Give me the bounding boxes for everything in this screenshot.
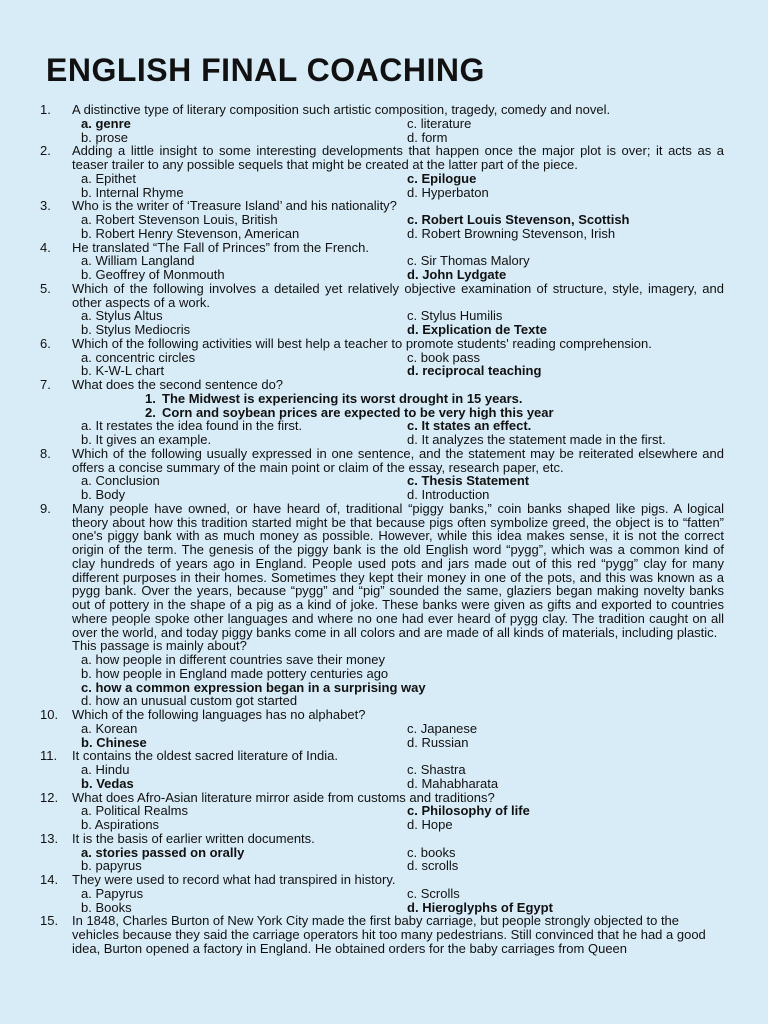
choice-text: book pass	[420, 349, 481, 365]
answer-choice	[407, 722, 477, 736]
choice-text: Books	[95, 899, 132, 915]
choice-letter: c.	[407, 762, 418, 777]
question-text: Which of the following usually expressed in one sentence, and the statement may be reiterated elsewhere and offers a concise summary of the main point or claim of the essay, research paper, etc.	[72, 445, 724, 475]
answer-choice	[81, 309, 163, 323]
choice-letter: c.	[407, 349, 418, 365]
choice-row	[0, 667, 768, 681]
question-number: 5.	[40, 280, 51, 296]
question-number: 1.	[40, 102, 51, 117]
question-number: 2.	[40, 143, 51, 159]
answer-choice	[81, 172, 136, 186]
answer-choice	[407, 846, 455, 860]
answer-choice	[81, 846, 244, 860]
choice-row	[0, 351, 768, 365]
answer-choice	[81, 901, 132, 915]
choice-text: stories passed on orally	[95, 844, 245, 860]
choice-letter: a.	[81, 349, 92, 365]
answer-choice	[407, 227, 615, 241]
choice-text: K-W-L chart	[95, 363, 165, 379]
question-item	[0, 447, 768, 475]
choice-text: Scrolls	[420, 885, 460, 901]
choice-text: books	[420, 844, 456, 860]
answer-choice	[407, 323, 547, 337]
question-text: Which of the following activities will best help a teacher to promote students' reading comprehension.	[72, 335, 652, 351]
choice-text: Robert Louis Stevenson, Scottish	[421, 212, 630, 227]
choice-letter: b.	[81, 432, 92, 447]
question-number: 7.	[40, 377, 51, 392]
choice-text: It gives an example.	[95, 432, 212, 447]
choice-letter: a.	[81, 170, 92, 186]
choice-letter: d.	[407, 487, 418, 502]
choice-row	[0, 777, 768, 791]
choice-text: Internal Rhyme	[95, 184, 184, 200]
choice-letter: b.	[81, 858, 92, 874]
question-text: Who is the writer of ‘Treasure Island’ and his nationality?	[72, 198, 397, 214]
choice-letter: a.	[81, 652, 92, 667]
answer-choice	[407, 488, 489, 502]
page-title: ENGLISH FINAL COACHING	[46, 52, 485, 88]
choice-text: It analyzes the statement made in the first.	[421, 432, 666, 447]
answer-choice	[81, 227, 299, 241]
choice-letter: a.	[81, 844, 92, 860]
question-item	[0, 502, 768, 653]
choice-text: prose	[95, 129, 128, 145]
choice-letter: b.	[81, 267, 92, 282]
choice-row	[0, 846, 768, 860]
answer-choice	[81, 887, 143, 901]
choice-letter: d.	[407, 184, 418, 200]
choice-letter: b.	[81, 225, 92, 241]
choice-text: how an unusual custom got started	[95, 693, 298, 709]
answer-choice	[81, 213, 278, 227]
answer-choice	[81, 323, 190, 337]
choice-row	[0, 254, 768, 268]
choice-text: Geoffrey of Monmouth	[95, 267, 225, 282]
answer-choice	[407, 364, 541, 378]
choice-text: It restates the idea found in the first.	[95, 418, 303, 434]
question-list	[0, 103, 768, 956]
answer-choice	[81, 186, 184, 200]
question-item	[0, 378, 768, 419]
choice-row	[0, 887, 768, 901]
question-item	[0, 708, 768, 722]
choice-row	[0, 736, 768, 750]
choice-row	[0, 859, 768, 873]
choice-letter: c.	[407, 844, 418, 860]
question-item	[0, 791, 768, 805]
choice-text: Thesis Statement	[421, 473, 530, 489]
question-item	[0, 914, 768, 955]
choice-letter: d.	[407, 129, 418, 145]
answer-choice	[81, 474, 160, 488]
answer-choice	[407, 433, 666, 447]
choice-text: papyrus	[95, 858, 142, 874]
answer-choice	[407, 859, 458, 873]
choice-letter: d.	[407, 817, 418, 832]
choice-text: form	[421, 129, 448, 145]
question-item	[0, 241, 768, 255]
question-text: Many people have owned, or have heard of, traditional “piggy banks,” coin banks shaped like pigs. A logical theory about how this tradition started might be that because pigs often symbolize greed, the object is to “fatten” one's piggy bank with as much money as possible. However, while this idea makes sense, it is not the correct origin of the term. The genesis of the piggy bank is the old English word “pygg”, which was a common kind of clay hundreds of years ago in England. People used pots and jars made out of this red “pygg” clay for many different purposes in their homes. Sometimes they kept their money in one of the pots, and this was known as a pygg bank. Over the years, because “pygg” and “pig” sounded the same, glaziers began making novelty banks out of pottery in the shape of a pig as a kind of joke. These banks were given as gifts and exported to countries where people spoke other languages and where no one had ever heard of pygg clay. The tradition caught on all over the world, and today piggy banks come in all colors and are made of all kinds of materials, including plastic.	[72, 500, 724, 640]
question-item	[0, 103, 768, 117]
choice-letter: a.	[81, 885, 92, 901]
example-sentence-number: 2.	[145, 404, 156, 420]
choice-text: Hieroglyphs of Egypt	[422, 899, 553, 915]
choice-letter: d.	[407, 775, 418, 791]
question-text: He translated “The Fall of Princes” from the French.	[72, 239, 369, 255]
choice-row	[0, 433, 768, 447]
choice-row	[0, 653, 768, 667]
example-sentence-text: The Midwest is experiencing its worst drought in 15 years.	[162, 390, 523, 406]
example-sentence	[72, 406, 724, 420]
question-text: Which of the following languages has no alphabet?	[72, 707, 366, 722]
choice-text: Stylus Mediocris	[95, 322, 191, 337]
choice-row	[0, 323, 768, 337]
choice-letter: d.	[81, 693, 92, 709]
choice-letter: c.	[407, 885, 418, 901]
answer-choice	[407, 818, 453, 832]
choice-letter: c.	[407, 212, 418, 227]
choice-text: Korean	[95, 720, 138, 736]
choice-text: reciprocal teaching	[422, 363, 542, 379]
choice-text: Explication de Texte	[422, 322, 547, 337]
choice-text: scrolls	[421, 858, 459, 874]
choice-letter: b.	[81, 129, 92, 145]
choice-row	[0, 172, 768, 186]
question-text: It contains the oldest sacred literature of India.	[72, 748, 338, 764]
choice-row	[0, 309, 768, 323]
choice-letter: c.	[407, 803, 418, 819]
choice-letter: a.	[81, 115, 92, 131]
question-number: 9.	[40, 500, 51, 516]
choice-letter: d.	[407, 432, 418, 447]
choice-letter: d.	[407, 858, 418, 874]
answer-choice	[81, 736, 147, 750]
answer-choice	[81, 419, 302, 433]
choice-letter: c.	[407, 473, 418, 489]
question-number: 8.	[40, 445, 51, 461]
choice-row	[0, 474, 768, 488]
choice-letter: a.	[81, 418, 92, 434]
choice-text: John Lydgate	[422, 267, 507, 282]
choice-letter: a.	[81, 308, 92, 324]
choice-text: how people in England made pottery centuries ago	[95, 665, 389, 681]
choice-row	[0, 131, 768, 145]
answer-choice	[81, 859, 142, 873]
choice-letter: b.	[81, 817, 92, 832]
choice-text: Japanese	[420, 720, 478, 736]
choice-text: Hindu	[95, 762, 130, 777]
answer-choice	[407, 474, 529, 488]
choice-row	[0, 488, 768, 502]
answer-choice	[81, 763, 129, 777]
choice-letter: c.	[407, 170, 418, 186]
answer-choice	[407, 186, 489, 200]
question-text: Which of the following involves a detailed yet relatively objective examination of structure, style, imagery, and other aspects of a work.	[72, 280, 724, 310]
choice-letter: c.	[407, 253, 418, 269]
answer-choice	[407, 763, 466, 777]
choice-row	[0, 364, 768, 378]
choice-text: Stylus Humilis	[420, 308, 503, 324]
question-number: 4.	[40, 239, 51, 255]
choice-letter: b.	[81, 665, 92, 681]
answer-choice	[81, 681, 426, 695]
choice-row	[0, 804, 768, 818]
answer-choice	[81, 268, 225, 282]
choice-letter: a.	[81, 720, 92, 736]
answer-choice	[407, 419, 531, 433]
answer-choice	[81, 488, 125, 502]
choice-text: Robert Henry Stevenson, American	[95, 225, 300, 241]
choice-letter: b.	[81, 775, 93, 791]
choice-row	[0, 227, 768, 241]
choice-row	[0, 213, 768, 227]
answer-choice	[81, 131, 128, 145]
question-item	[0, 144, 768, 172]
choice-text: Russian	[421, 734, 469, 750]
choice-text: Robert Stevenson Louis, British	[95, 212, 278, 227]
choice-letter: d.	[407, 225, 418, 241]
choice-text: Robert Browning Stevenson, Irish	[421, 225, 616, 241]
choice-letter: c.	[407, 418, 418, 434]
choice-text: Body	[95, 487, 126, 502]
choice-row	[0, 419, 768, 433]
choice-letter: a.	[81, 803, 92, 819]
choice-letter: a.	[81, 762, 92, 777]
question-text: It is the basis of earlier written documents.	[72, 830, 315, 846]
choice-letter: a.	[81, 253, 92, 269]
answer-choice	[81, 364, 164, 378]
question-number: 11.	[40, 748, 58, 764]
choice-letter: a.	[81, 212, 92, 227]
choice-text: Epilogue	[421, 170, 477, 186]
choice-row	[0, 763, 768, 777]
answer-choice	[81, 667, 388, 681]
choice-letter: b.	[81, 734, 93, 750]
question-text: Adding a little insight to some interesting developments that happen once the major plot is over; it acts as a teaser trailer to any possible sequels that might be created at the latter part of the piece.	[72, 143, 724, 172]
choice-text: literature	[420, 115, 472, 131]
question-item	[0, 337, 768, 351]
question-prompt: This passage is mainly about?	[72, 638, 247, 654]
answer-choice	[81, 254, 194, 268]
choice-text: Epithet	[95, 170, 136, 186]
answer-choice	[407, 131, 447, 145]
answer-choice	[407, 213, 630, 227]
choice-text: Papyrus	[95, 885, 144, 901]
choice-row	[0, 722, 768, 736]
question-text: A distinctive type of literary composition such artistic composition, tragedy, comedy and novel.	[72, 102, 611, 117]
choice-row	[0, 901, 768, 915]
choice-text: Introduction	[421, 487, 490, 502]
choice-letter: d.	[407, 267, 419, 282]
example-sentence-text: Corn and soybean prices are expected to be very high this year	[162, 404, 554, 420]
choice-row	[0, 681, 768, 695]
question-item	[0, 832, 768, 846]
choice-letter: d.	[407, 363, 419, 379]
answer-choice	[407, 736, 468, 750]
question-number: 10.	[40, 707, 59, 722]
question-number: 15.	[40, 913, 59, 929]
choice-letter: d.	[407, 322, 419, 337]
answer-choice	[81, 433, 211, 447]
choice-text: Shastra	[420, 762, 466, 777]
question-item	[0, 749, 768, 763]
choice-letter: b.	[81, 899, 92, 915]
answer-choice	[81, 804, 188, 818]
choice-row	[0, 117, 768, 131]
answer-choice	[81, 351, 195, 365]
answer-choice	[81, 694, 297, 708]
question-number: 13.	[40, 830, 59, 846]
choice-text: Political Realms	[95, 803, 188, 819]
choice-letter: a.	[81, 473, 92, 489]
choice-text: Vedas	[96, 775, 134, 791]
question-number: 14.	[40, 872, 59, 887]
question-item	[0, 199, 768, 213]
question-text: In 1848, Charles Burton of New York City made the first baby carriage, but people strongly objected to the vehicles because they said the carriage operators hit too many pedestrians. Still convinced that he had a good idea, Burton opened a factory in England. He obtained orders for the baby carriages from Queen	[72, 913, 706, 956]
question-item	[0, 282, 768, 310]
choice-letter: d.	[407, 734, 418, 750]
choice-letter: b.	[81, 184, 92, 200]
choice-row	[0, 268, 768, 282]
answer-choice	[81, 117, 131, 131]
choice-letter: c.	[407, 115, 418, 131]
answer-choice	[407, 351, 480, 365]
answer-choice	[407, 804, 530, 818]
choice-letter: c.	[407, 308, 418, 324]
answer-choice	[407, 887, 460, 901]
choice-text: Hyperbaton	[421, 184, 489, 200]
choice-row	[0, 818, 768, 832]
example-sentence	[72, 392, 724, 406]
question-number: 6.	[40, 335, 51, 351]
example-sentence-number: 1.	[145, 390, 156, 406]
choice-text: how people in different countries save their money	[95, 652, 386, 667]
choice-letter: d.	[407, 899, 419, 915]
choice-text: Conclusion	[95, 473, 160, 489]
choice-row	[0, 186, 768, 200]
answer-choice	[407, 901, 553, 915]
choice-text: Mahabharata	[421, 775, 499, 791]
choice-text: concentric circles	[95, 349, 196, 365]
choice-text: William Langland	[95, 253, 195, 269]
answer-choice	[407, 117, 471, 131]
choice-text: It states an effect.	[421, 418, 532, 434]
question-number: 12.	[40, 789, 59, 805]
choice-text: Sir Thomas Malory	[420, 253, 530, 269]
choice-text: Aspirations	[94, 817, 160, 832]
question-text: They were used to record what had transpired in history.	[72, 872, 396, 887]
question-text: What does the second sentence do?	[72, 377, 284, 392]
choice-letter: b.	[81, 363, 92, 379]
answer-choice	[81, 777, 134, 791]
choice-text: genre	[95, 115, 131, 131]
choice-text: how a common expression began in a surprising way	[95, 679, 426, 695]
choice-letter: c.	[81, 679, 92, 695]
answer-choice	[81, 818, 159, 832]
choice-text: Philosophy of life	[421, 803, 530, 819]
choice-row	[0, 694, 768, 708]
answer-choice	[407, 309, 502, 323]
answer-choice	[407, 777, 498, 791]
answer-choice	[407, 172, 476, 186]
answer-choice	[81, 653, 385, 667]
answer-choice	[407, 254, 530, 268]
choice-letter: b.	[81, 487, 92, 502]
question-item	[0, 873, 768, 887]
choice-text: Stylus Altus	[95, 308, 163, 324]
answer-choice	[407, 268, 506, 282]
answer-choice	[81, 722, 137, 736]
question-number: 3.	[40, 198, 51, 214]
choice-text: Chinese	[96, 734, 147, 750]
choice-text: Hope	[421, 817, 453, 832]
question-text: What does Afro-Asian literature mirror aside from customs and traditions?	[72, 789, 495, 805]
choice-letter: b.	[81, 322, 92, 337]
choice-letter: c.	[407, 720, 418, 736]
